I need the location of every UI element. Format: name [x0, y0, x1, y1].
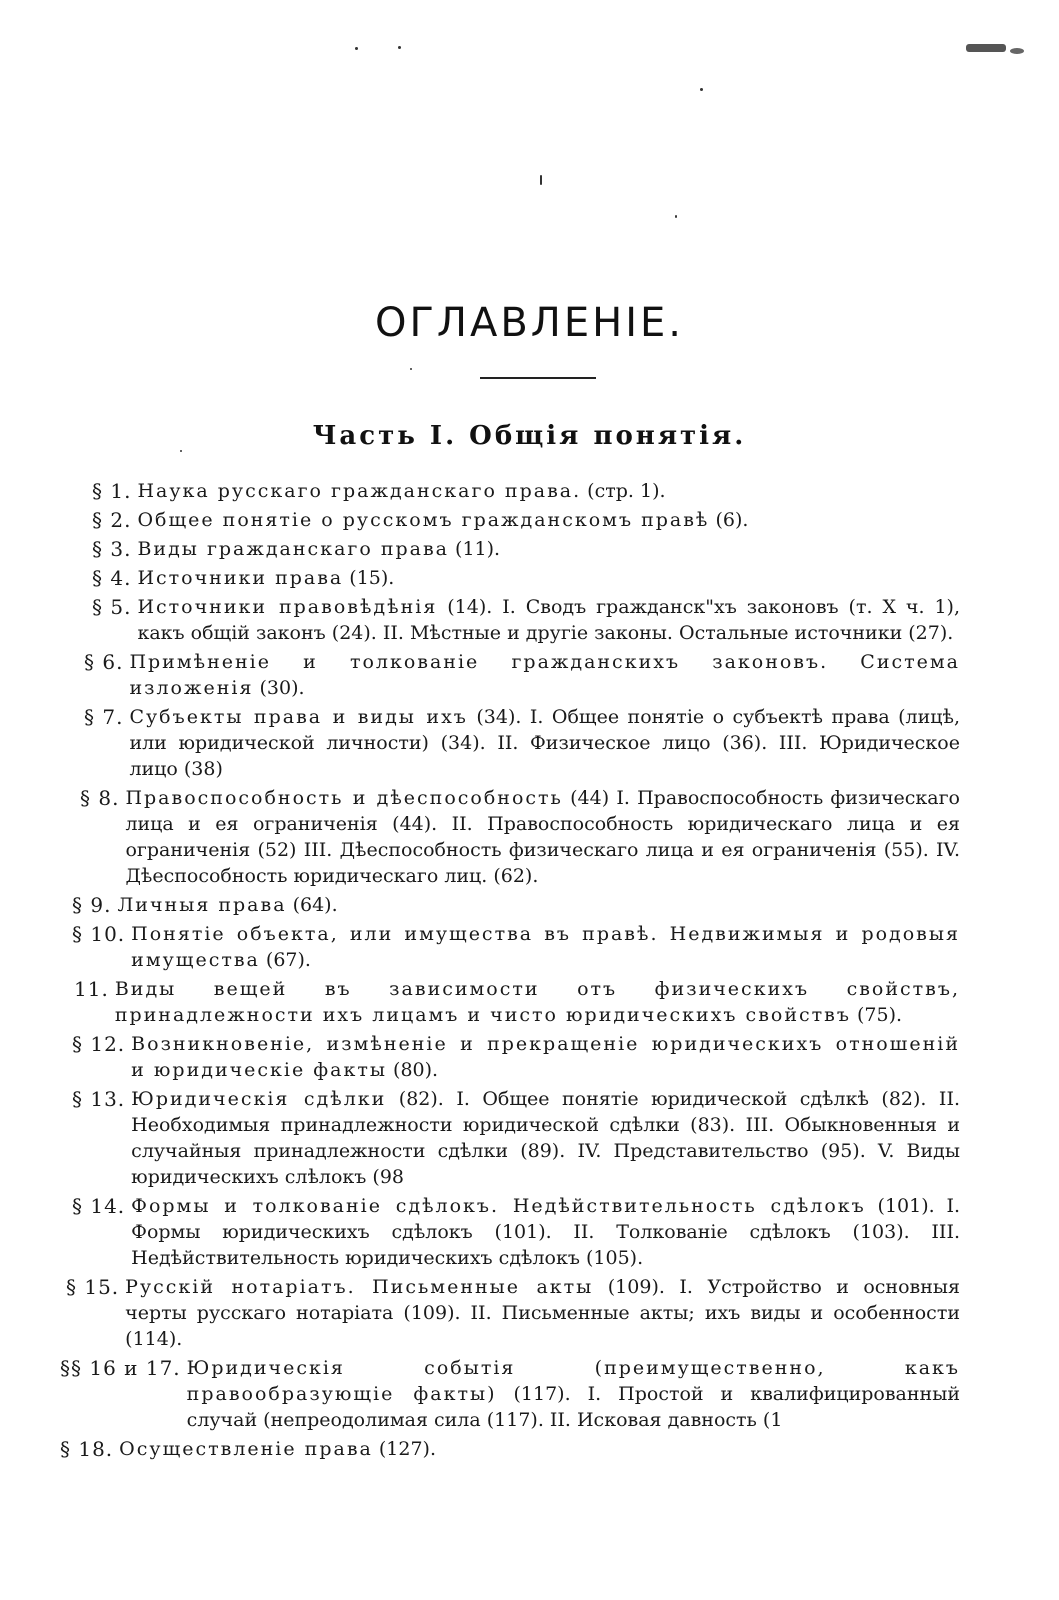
- entry-text: [119, 1436, 960, 1462]
- entry-text: [131, 921, 960, 973]
- scan-speck: [675, 215, 677, 218]
- entry-title: Виды гражданскаго права: [137, 538, 450, 560]
- entry-text: [137, 478, 960, 504]
- entry-detail: (67).: [259, 949, 311, 971]
- toc-entry: [60, 1355, 960, 1433]
- table-of-contents: [60, 478, 960, 1465]
- entry-detail: (109). I. Устройство и основныя черты русскаго нотарiата (109). II. Письменные акты; ихъ виды и особенности (114).: [125, 1276, 960, 1350]
- entry-text: [115, 976, 960, 1028]
- section-number: § 15.: [66, 1275, 120, 1299]
- entry-text: [117, 892, 960, 918]
- toc-entry: [60, 892, 960, 918]
- scan-speck: [398, 46, 401, 49]
- part-heading: Часть I. Общiя понятiя.: [312, 421, 747, 451]
- scan-speck: [966, 44, 1006, 52]
- entry-text: [129, 649, 960, 701]
- toc-entry: [60, 785, 960, 889]
- entry-title: Юридическiя событiя (преимущественно, какъ правообразующiе факты): [186, 1357, 960, 1405]
- section-number: § 13.: [72, 1087, 126, 1111]
- entry-text: [131, 1031, 960, 1083]
- entry-detail: (34). I. Общее понятiе о субъектѣ права (лицѣ, или юридической личности) (34). II. Физическое лицо (36). III. Юридическое лицо (38): [129, 706, 960, 780]
- entry-title: Формы и толкованiе сдѣлокъ. Недѣйствительность сдѣлокъ: [131, 1195, 866, 1217]
- toc-entry: [60, 1086, 960, 1190]
- section-number: § 10.: [72, 922, 126, 946]
- entry-title: Общее понятiе о русскомъ гражданскомъ правѣ: [137, 509, 710, 531]
- scan-speck: [1010, 48, 1024, 54]
- entry-title: Субъекты права и виды ихъ: [129, 706, 468, 728]
- entry-detail: (101). I. Формы юридическихъ сдѣлокъ (101). II. Толкованiе сдѣлокъ (103). III. Недѣйствительность юридическихъ сдѣлокъ (105).: [131, 1195, 960, 1269]
- entry-detail: (15).: [343, 567, 395, 589]
- section-number: § 7.: [84, 705, 124, 729]
- toc-entry: [60, 594, 960, 646]
- section-number: § 12.: [72, 1032, 126, 1056]
- toc-entry: [60, 1274, 960, 1352]
- section-number: § 5.: [92, 595, 132, 619]
- entry-detail: (14). I. Сводъ гражданск"хъ законовъ (т. X ч. 1), какъ общiй законъ (24). II. Мѣстные и другiе законы. Остальные источники (27).: [137, 596, 960, 644]
- entry-title: Личныя права: [117, 894, 287, 916]
- entry-title: Осуществленiе права: [119, 1438, 373, 1460]
- section-number: § 9.: [72, 893, 112, 917]
- entry-detail: (11).: [449, 538, 501, 560]
- scan-speck: [180, 450, 182, 452]
- entry-text: [137, 565, 960, 591]
- scan-speck: [540, 175, 542, 185]
- toc-entry: [60, 565, 960, 591]
- entry-text: [137, 594, 960, 646]
- entry-text: [125, 785, 960, 889]
- section-number: § 18.: [60, 1437, 114, 1461]
- entry-text: [131, 1086, 960, 1190]
- entry-text: [137, 507, 960, 533]
- entry-title: Виды вещей въ зависимости отъ физическихъ свойствъ, принадлежности ихъ лицамъ и чисто юридическихъ свойствъ: [114, 978, 960, 1026]
- section-number: § 14.: [72, 1194, 126, 1218]
- title-rule: [480, 377, 596, 379]
- section-number: § 3.: [92, 537, 132, 561]
- entry-detail: (127).: [372, 1438, 437, 1460]
- entry-detail: (44) I. Правоспособность физическаго лица и ея ограниченiя (44). II. Правоспособность юридическаго лица и ея ограниченiя (52) III. Дѣеспособность физическаго лица и ея ограниченiя (55). IV. Дѣеспособность юридическаго лиц. (62).: [125, 787, 960, 887]
- entry-detail: (117). I. Простой и квалифицированный случай (непреодолимая сила (117). II. Исковая давность (1: [186, 1383, 960, 1431]
- entry-title: Примѣненiе и толкованiе гражданскихъ законовъ. Система изложенiя: [129, 651, 960, 699]
- entry-title: Русскiй нотарiатъ. Письменные акты: [125, 1276, 594, 1298]
- section-number: 11.: [74, 977, 109, 1001]
- toc-entry: [60, 1193, 960, 1271]
- entry-title: Правоспособность и дѣеспособность: [125, 787, 563, 809]
- toc-entry: [60, 649, 960, 701]
- toc-entry: [60, 507, 960, 533]
- entry-detail: (82). I. Общее понятiе юридической сдѣлкѣ (82). II. Необходимыя принадлежности юридической сдѣлки (83). III. Обыкновенныя и случайныя принадлежности сдѣлки (89). IV. Представительство (95). V. Виды юридическихъ слѣлокъ (98: [131, 1088, 960, 1188]
- entry-detail: (30).: [253, 677, 305, 699]
- toc-entry: [60, 536, 960, 562]
- entry-title: Наука русскаго гражданскаго права.: [137, 480, 582, 502]
- entry-title: Источники права: [137, 567, 344, 589]
- toc-entry: [60, 976, 960, 1028]
- section-number: § 6.: [84, 650, 124, 674]
- entry-text: [137, 536, 960, 562]
- scan-speck: [355, 47, 358, 50]
- entry-text: [187, 1355, 960, 1433]
- entry-detail: (64).: [286, 894, 338, 916]
- section-number: § 2.: [92, 508, 132, 532]
- toc-entry: [60, 1436, 960, 1462]
- section-number: § 4.: [92, 566, 132, 590]
- entry-detail: (80).: [387, 1059, 439, 1081]
- toc-entry: [60, 921, 960, 973]
- scan-speck: [410, 368, 412, 370]
- entry-text: [125, 1274, 960, 1352]
- section-number: §§ 16 и 17.: [60, 1356, 181, 1380]
- entry-text: [129, 704, 960, 782]
- entry-title: Юридическiя сдѣлки: [131, 1088, 387, 1110]
- entry-title: Источники правовѣдѣнiя: [137, 596, 438, 618]
- section-number: § 8.: [80, 786, 120, 810]
- entry-title: Возникновенiе, измѣненiе и прекращенiе юридическихъ отношенiй и юридическiе факты: [131, 1033, 960, 1081]
- toc-entry: [60, 1031, 960, 1083]
- scan-speck: [700, 88, 703, 91]
- toc-entry: [60, 478, 960, 504]
- entry-detail: (75).: [850, 1004, 903, 1026]
- entry-detail: (стр. 1).: [581, 480, 666, 502]
- toc-entry: [60, 704, 960, 782]
- section-number: § 1.: [92, 479, 132, 503]
- entry-detail: (6).: [709, 509, 749, 531]
- entry-title: Понятiе объекта, или имущества въ правѣ. Недвижимыя и родовыя имущества: [131, 923, 960, 971]
- entry-text: [131, 1193, 960, 1271]
- page-title: ОГЛАВЛЕНIЕ.: [375, 300, 684, 346]
